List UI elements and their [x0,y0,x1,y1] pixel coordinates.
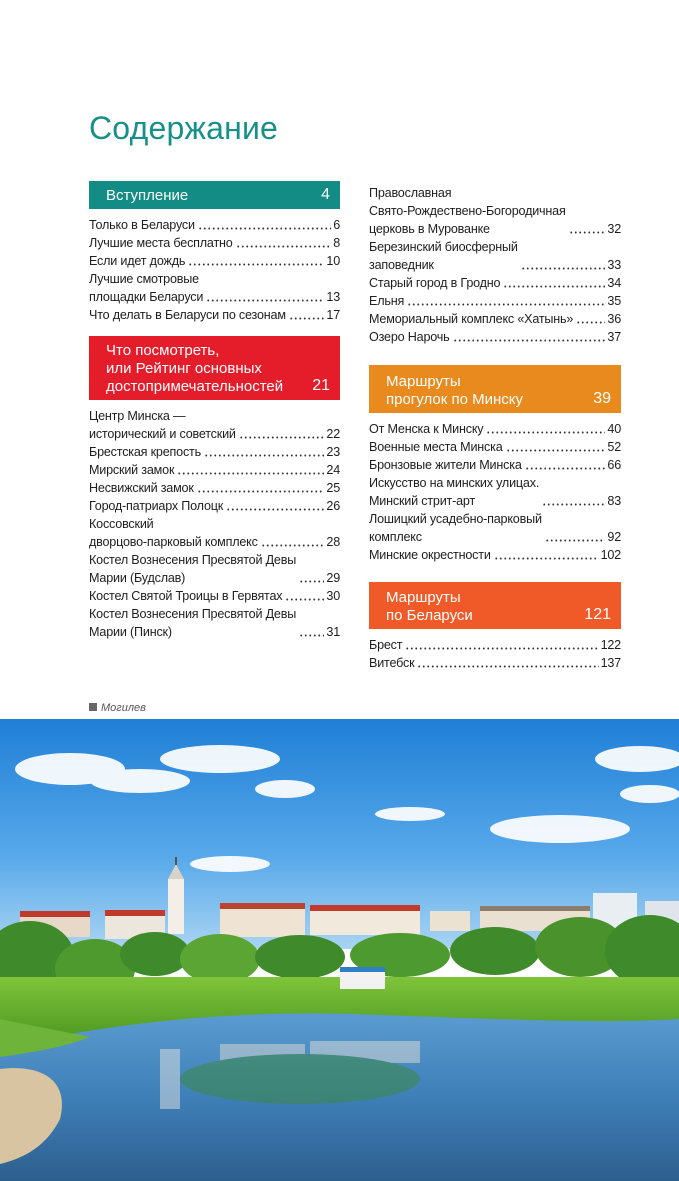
toc-entry[interactable] [369,238,621,274]
section-belarus-routes-header[interactable] [369,582,621,629]
toc-entry-page: 40 [607,422,621,436]
toc-entry-title: Православная Свято-Рождествено-Богородичная церковь в Мурованке [369,186,566,236]
toc-entry-page: 17 [326,308,340,322]
toc-entry-leader [289,308,325,320]
section-sights-title-line3: достопримечательностей [106,378,284,395]
toc-entry-page: 24 [326,463,340,477]
section-sights-header[interactable] [89,336,340,400]
toc-entry-title: Костел Вознесения Пресвятой Девы Марии (Будслав) [89,553,297,585]
toc-entry-leader [285,589,324,601]
toc-entry-page: 122 [600,638,621,652]
toc-entry-title: Лучшие места бесплатно [89,236,233,250]
toc-entry[interactable] [369,636,621,654]
section-minsk-routes-title-line1: Маршруты [386,373,461,390]
toc-entry-page: 13 [326,290,340,304]
toc-entry[interactable] [89,216,340,234]
toc-entry-page: 22 [326,427,340,441]
toc-entry[interactable] [369,654,621,672]
toc-entry-title: Центр Минска — исторический и советский [89,409,236,441]
page-title: Содержание [89,110,279,146]
toc-entry-page: 83 [607,494,621,508]
toc-entry[interactable] [369,438,621,456]
toc-entry-title: Военные места Минска [369,440,503,454]
toc-entry-title: Брестская крепость [89,445,201,459]
toc-entry-title: Озеро Нарочь [369,330,450,344]
toc-entry-leader [239,427,325,439]
toc-entry-page: 92 [607,530,621,544]
toc-entry-leader [198,218,331,230]
section-sights-title-line2: или Рейтинг основных [106,360,262,377]
toc-entry-title: Искусство на минских улицах. Минский стрит-арт [369,476,540,508]
toc-entry-title: Мемориальный комплекс «Хатынь» [369,312,574,326]
toc-entry-title: Костел Святой Троицы в Гервятах [89,589,283,603]
section-intro-entries [89,216,340,324]
toc-entry-page: 35 [607,294,621,308]
toc-entry[interactable] [89,306,340,324]
toc-entry-page: 30 [326,589,340,603]
toc-entry-title: Мирский замок [89,463,175,477]
toc-entry[interactable] [369,420,621,438]
section-belarus-routes-title-line1: Маршруты [386,589,461,606]
section-sights-page: 21 [312,377,330,394]
toc-entry-title: Лучшие смотровые площадки Беларуси [89,272,204,304]
toc-entry-page: 28 [326,535,340,549]
toc-entry-title: Брест [369,638,403,652]
toc-entry-page: 52 [607,440,621,454]
toc-entry[interactable] [369,474,621,510]
toc-entry[interactable] [89,234,340,252]
toc-entry[interactable] [89,270,340,306]
toc-entry[interactable] [369,184,621,238]
toc-entry-page: 102 [600,548,621,562]
section-minsk-routes-page: 39 [593,390,611,407]
toc-entry-leader [486,422,605,434]
toc-entry-leader [542,494,605,506]
section-minsk-routes-header[interactable] [369,365,621,413]
toc-entry-title: Бронзовые жители Минска [369,458,522,472]
toc-entry[interactable] [369,328,621,346]
toc-entry[interactable] [89,443,340,461]
toc-entry-leader [299,625,324,637]
toc-entry-title: Только в Беларуси [89,218,195,232]
toc-entry-leader [494,548,599,560]
section-belarus-routes-page: 121 [584,606,611,623]
caption-square-icon [89,703,97,711]
toc-entry-title: Витебск [369,656,415,670]
toc-entry-page: 26 [326,499,340,513]
toc-entry-leader [405,638,598,650]
toc-entry-leader [261,535,325,547]
building-by-river [340,971,385,989]
toc-entry-page: 23 [326,445,340,459]
toc-entry-leader [569,222,606,234]
toc-entry[interactable] [89,587,340,605]
toc-entry[interactable] [89,515,340,551]
toc-entry-title: Коссовский дворцово-парковый комплекс [89,517,258,549]
toc-entry-leader [525,458,606,470]
toc-entry-leader [197,481,325,493]
photo-caption [89,702,146,714]
photo-caption-text: Могилев [101,702,146,714]
toc-entry-title: Несвижский замок [89,481,194,495]
toc-entry-page: 32 [607,222,621,236]
toc-entry-title: Город-патриарх Полоцк [89,499,224,513]
toc-right-column [369,181,621,684]
toc-entry-title: Лошицкий усадебно-парковый комплекс [369,512,542,544]
toc-entry-page: 8 [333,236,340,250]
toc-entry[interactable] [89,605,340,641]
toc-entry[interactable] [89,407,340,443]
section-intro-header[interactable] [89,181,340,209]
toc-entry-page: 137 [600,656,621,670]
section-sights-title-line1: Что посмотреть, [106,342,220,359]
toc-entry-leader [177,463,324,475]
toc-entry-leader [503,276,605,288]
toc-entry-title: Костел Вознесения Пресвятой Девы Марии (Пинск) [89,607,297,639]
toc-entry-page: 36 [607,312,621,326]
toc-entry-leader [545,530,606,542]
section-minsk-routes-entries [369,420,621,564]
toc-entry-leader [188,254,324,266]
toc-left-column [89,181,340,653]
toc-entry-title: Если идет дождь [89,254,186,268]
toc-entry-page: 37 [607,330,621,344]
toc-entry[interactable] [89,252,340,270]
toc-entry-page: 33 [607,258,621,272]
toc-entry-page: 6 [333,218,340,232]
toc-entry-leader [521,258,606,270]
mogilev-landscape-photo [0,719,679,1181]
toc-entry-title: Старый город в Гродно [369,276,501,290]
toc-entry-page: 10 [326,254,340,268]
section-sights-continued-entries [369,184,621,346]
toc-entry-title: Минские окрестности [369,548,491,562]
toc-entry-leader [576,312,605,324]
toc-entry-title: Березинский биосферный заповедник [369,240,518,272]
section-minsk-routes-title-line2: прогулок по Минску [386,391,523,408]
toc-entry-leader [407,294,605,306]
toc-entry-page: 25 [326,481,340,495]
toc-entry[interactable] [369,292,621,310]
section-belarus-routes-entries [369,636,621,672]
toc-entry-title: От Менска к Минску [369,422,484,436]
toc-entry-leader [506,440,606,452]
toc-entry-page: 34 [607,276,621,290]
section-intro-page: 4 [321,186,330,203]
toc-entry[interactable] [369,274,621,292]
toc-entry-leader [206,290,324,302]
toc-entry[interactable] [89,497,340,515]
toc-entry-page: 66 [607,458,621,472]
toc-entry[interactable] [369,510,621,546]
section-intro-title: Вступление [106,187,189,204]
toc-entry-leader [226,499,324,511]
toc-entry-page: 29 [326,571,340,585]
toc-entry-title: Ельня [369,294,405,308]
toc-entry[interactable] [89,551,340,587]
toc-entry-page: 31 [326,625,340,639]
toc-entry[interactable] [89,479,340,497]
toc-entry[interactable] [369,310,621,328]
toc-entry-leader [417,656,598,668]
toc-entry-title: Что делать в Беларуси по сезонам [89,308,286,322]
toc-entry[interactable] [369,456,621,474]
toc-entry[interactable] [369,546,621,564]
toc-entry[interactable] [89,461,340,479]
toc-entry-leader [204,445,324,457]
toc-entry-leader [236,236,332,248]
section-sights-entries [89,407,340,641]
toc-entry-leader [453,330,606,342]
toc-entry-leader [299,571,324,583]
section-belarus-routes-title-line2: по Беларуси [386,607,473,624]
